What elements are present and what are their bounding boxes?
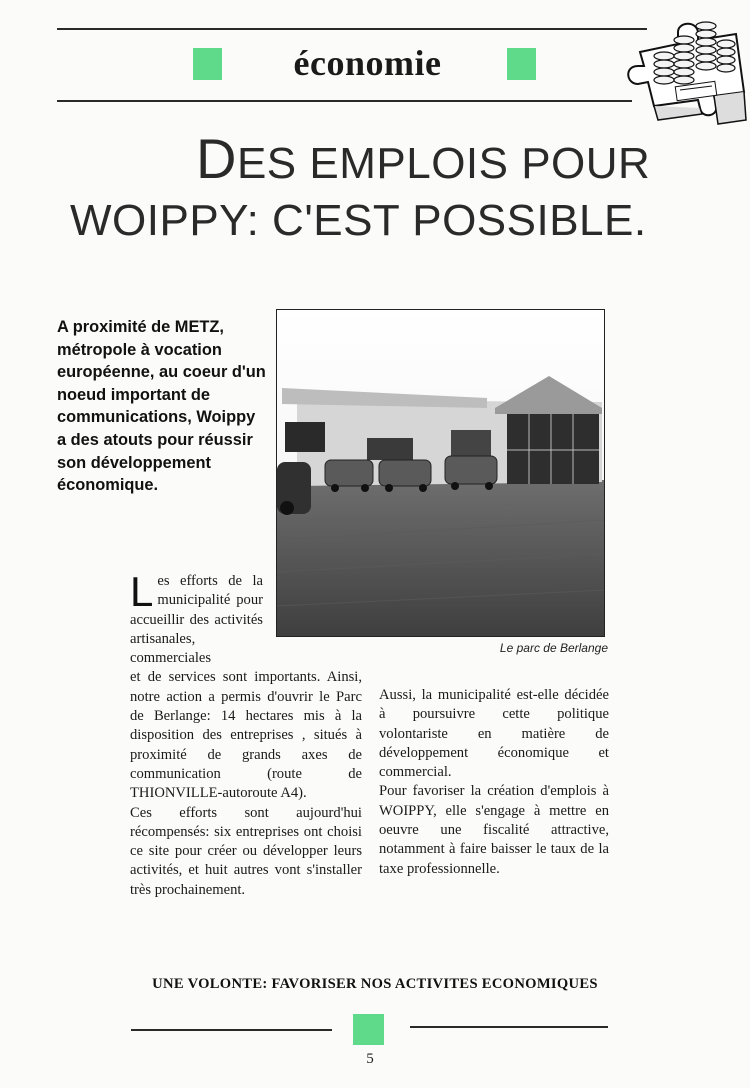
body-col1-p2: Ces efforts sont aujourd'hui récompensés: six entreprises ont choisi ce site pour créer ou développer leurs activités, et huit autres vont s'installer très prochainement.: [130, 804, 362, 898]
footer-left-rule: [131, 1029, 332, 1031]
drop-cap: L: [130, 568, 154, 615]
header-bottom-rule: [57, 100, 632, 102]
section-rubric: économie: [293, 43, 442, 83]
header-top-rule: [57, 28, 647, 30]
headline-line-2: WOIPPY: C'EST POSSIBLE.: [70, 196, 647, 245]
body-col2-p2: Pour favoriser la création d'emplois à WOIPPY, elle s'engage à mettre en oeuvre une fiscalité attractive, notamment à faire baisser le taux de la taxe professionnelle.: [379, 783, 609, 877]
headline-initial: D: [196, 127, 237, 190]
body-col1-p1: et de services sont importants. Ainsi, notre action a permis d'ouvrir le Parc de Berlange: 14 hectares mis à la disposition des entreprises , situés à proximité de grands axes de communication (route de THIONVILLE-autoroute A4).: [130, 669, 362, 802]
body-col2-p1: Aussi, la municipalité est-elle décidée à poursuivre cette politique volontariste en matière de développement économique et commercial.: [379, 687, 609, 781]
rubric-left-square: [193, 48, 222, 80]
headline-line-1-rest: ES EMPLOIS POUR: [236, 139, 651, 188]
puzzle-coins-icon: [618, 4, 750, 134]
body-col1-narrow: es efforts de la municipalité pour accueillir des activités artisanales, commerciales: [130, 573, 263, 667]
photo-caption: Le parc de Berlange: [499, 641, 608, 655]
rubric-right-square: [507, 48, 536, 80]
footer-right-rule: [410, 1026, 608, 1028]
footer-square: [353, 1014, 384, 1045]
body-column-1: [130, 568, 362, 900]
page-number: 5: [366, 1051, 374, 1067]
slogan: UNE VOLONTE: FAVORISER NOS ACTIVITES ECONOMIQUES: [152, 976, 598, 992]
headline-line-1: [196, 126, 650, 191]
body-column-2: [379, 686, 609, 879]
lead-paragraph: A proximité de METZ, métropole à vocation européenne, au coeur d'un noeud important de communications, Woippy a des atouts pour réussir son développement économique.: [57, 318, 266, 495]
